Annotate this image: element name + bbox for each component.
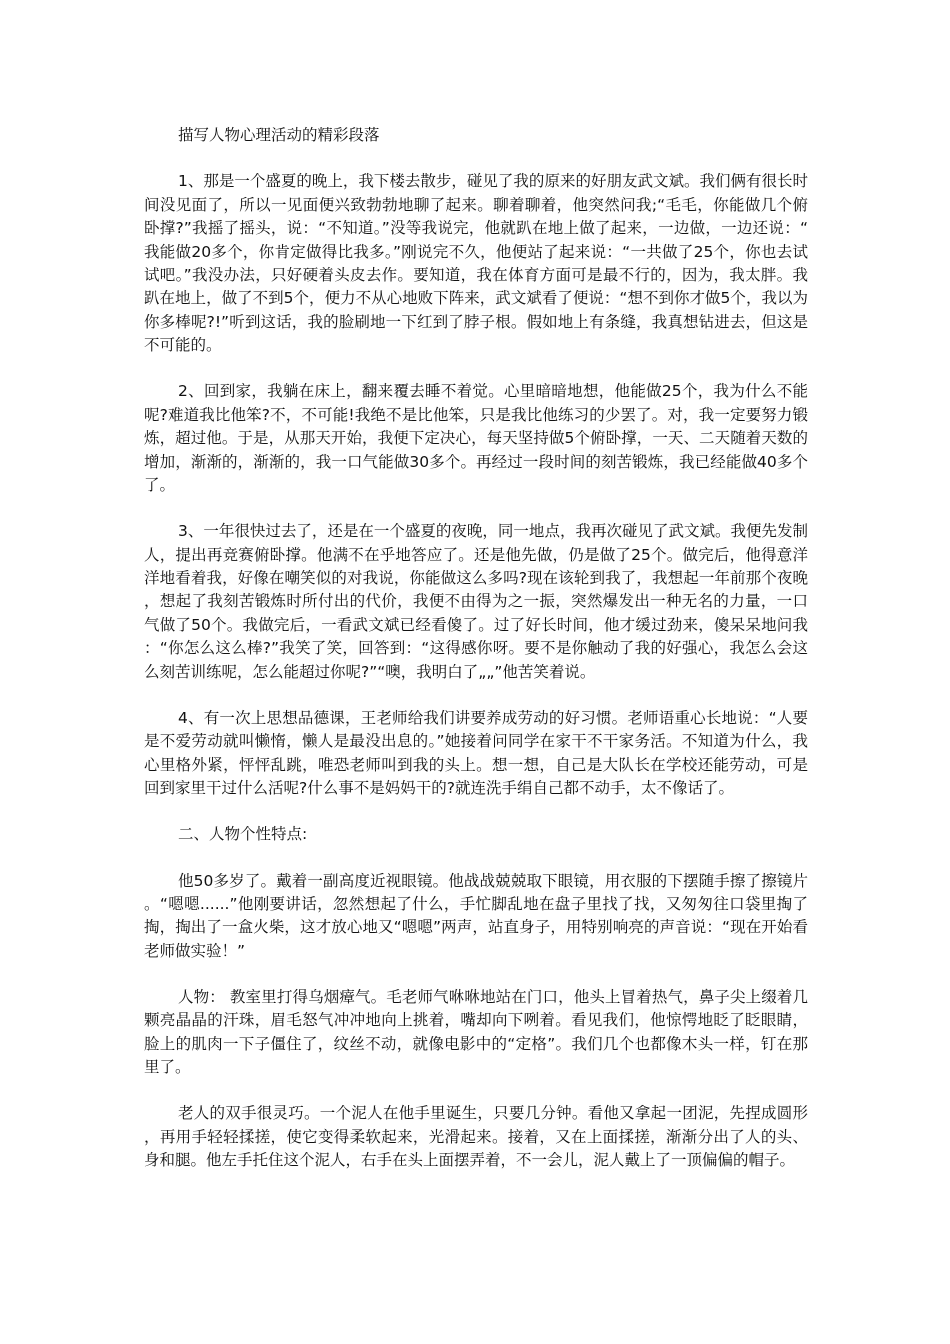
- spacer: [144, 963, 808, 986]
- paragraph-1: 1、那是一个盛夏的晚上，我下楼去散步，碰见了我的原来的好朋友武文斌。我们俩有很长时间没见面了，所以一见面便兴致勃勃地聊了起来。聊着聊着，他突然问我;“毛毛，你能做几个俯卧撑?”我摇了摇头，说：“不知道。”没等我说完，他就趴在地上做了起来，一边做，一边还说：“我能做20多个，你肯定做得比我多。”刚说完不久，他便站了起来说：“一共做了25个，你也去试试吧。”我没办法，只好硬着头皮去作。要知道，我在体育方面可是最不行的，因为，我太胖。我趴在地上，做了不到5个，便力不从心地败下阵来，武文斌看了便说：“想不到你才做5个，我以为你多棒呢?!”听到这话，我的脸刷地一下红到了脖子根。假如地上有条缝，我真想钻进去，但这是不可能的。: [144, 172, 808, 355]
- section-heading: 二、人物个性特点:: [178, 825, 308, 844]
- paragraph-7: 老人的双手很灵巧。一个泥人在他手里诞生，只要几分钟。看他又拿起一团泥，先捏成圆形，再用手轻轻揉搓，使它变得柔软起来，光滑起来。接着，又在上面揉搓，渐渐分出了人的头、身和腿。他左手托住这个泥人，右手在头上面摆弄着，不一会儿，泥人戴上了一顶偏偏的帽子。: [144, 1104, 808, 1170]
- document-body: [144, 124, 808, 1173]
- paragraph-4: 4、有一次上思想品德课，王老师给我们讲要养成劳动的好习惯。老师语重心长地说：“人要是不爱劳动就叫懒惰，懒人是最没出息的。”她接着问同学在家干不干家务活。不知道为什么，我心里格外紧，怦怦乱跳，唯恐老师叫到我的头上。想一想，自己是大队长在学校还能劳动，可是回到家里干过什么活呢?什么事不是妈妈干的?就连洗手绢自己都不动手，太不像话了。: [144, 708, 808, 798]
- spacer: [144, 801, 808, 824]
- spacer: [144, 847, 808, 870]
- paragraph-3: 3、一年很快过去了，还是在一个盛夏的夜晚，同一地点，我再次碰见了武文斌。我便先发制人，提出再竞赛俯卧撑。他满不在乎地答应了。还是他先做，仍是做了25个。做完后，他得意洋洋地看着我，好像在嘲笑似的对我说，你能做这么多吗?现在该轮到我了，我想起一年前那个夜晚，想起了我刻苦锻炼时所付出的代价，我便不由得为之一振，突然爆发出一种无名的力量，一口气做了50个。我做完后，一看武文斌已经看傻了。过了好长时间，他才缓过劲来，傻呆呆地问我：“你怎么这么棒?”我笑了笑，回答到：“这得感你呀。要不是你触动了我的好强心，我怎么会这么刻苦训练呢，怎么能超过你呢?”“噢，我明白了„„”他苦笑着说。: [144, 522, 808, 681]
- spacer: [144, 497, 808, 520]
- paragraph-6: 人物： 教室里打得乌烟瘴气。毛老师气咻咻地站在门口，他头上冒着热气，鼻子尖上缀着几颗亮晶晶的汗珠，眉毛怒气冲冲地向上挑着，嘴却向下咧着。看见我们，他惊愕地眨了眨眼睛，脸上的肌肉一下子僵住了，纹丝不动，就像电影中的“定格”。我们几个也都像木头一样，钉在那里了。: [144, 987, 808, 1077]
- spacer: [144, 147, 808, 170]
- document-title: 描写人物心理活动的精彩段落: [178, 126, 380, 144]
- paragraph-5: 他50多岁了。戴着一副高度近视眼镜。他战战兢兢取下眼镜，用衣服的下摆随手擦了擦镜片。“嗯嗯......”他刚要讲话，忽然想起了什么，手忙脚乱地在盘子里找了找，又匆匆往口袋里掏了掏，掏出了一盒火柴，这才放心地又“嗯嗯”两声，站直身子，用特别响亮的声音说：“现在开始看老师做实验！”: [144, 871, 808, 960]
- paragraph-2: 2、回到家，我躺在床上，翻来覆去睡不着觉。心里暗暗地想，他能做25个，我为什么不能呢?难道我比他笨?不，不可能!我绝不是比他笨，只是我比他练习的少罢了。对，我一定要努力锻炼，超过他。于是，从那天开始，我便下定决心，每天坚持做5个俯卧撑，一天、二天随着天数的增加，渐渐的，渐渐的，我一口气能做30多个。再经过一段时间的刻苦锻炼，我已经能做40多个了。: [144, 382, 808, 495]
- spacer: [144, 358, 808, 381]
- spacer: [144, 684, 808, 707]
- spacer: [144, 1080, 808, 1103]
